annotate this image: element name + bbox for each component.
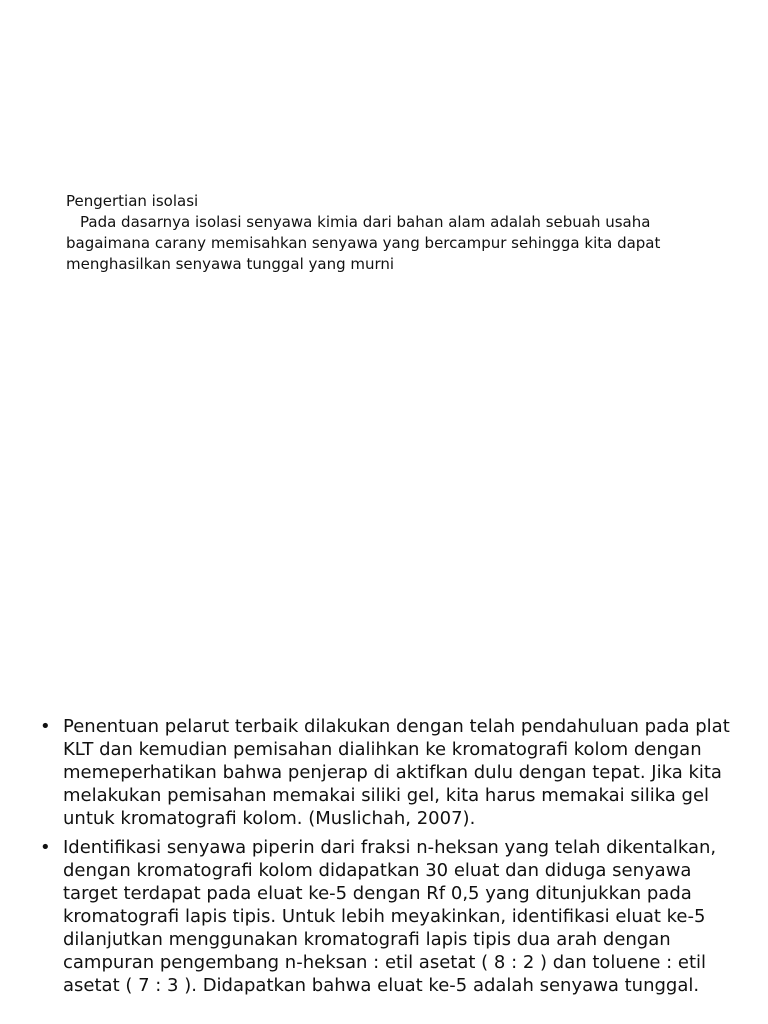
bullet-text: Identifikasi senyawa piperin dari fraksi n-heksan yang telah dikentalkan, dengan kromatografi kolom didapatkan 30 eluat dan diduga senyawa target terdapat pada eluat ke-5 dengan Rf 0,5 yang ditunjukkan pada kromatografi lapis tipis. Untuk lebih meyakinkan, identifikasi eluat ke-5 dilanjutkan menggunakan kromatografi lapis tipis dua arah dengan campuran pengembang n-heksan : etil asetat ( 8 : 2 ) dan toluene : etil asetat ( 7 : 3 ). Didapatkan bahwa eluat ke-5 adalah senyawa tunggal. (63, 837, 717, 996)
list-item (40, 836, 730, 997)
intro-block (66, 191, 716, 275)
bullet-list (40, 715, 730, 1003)
intro-heading: Pengertian isolasi (66, 192, 199, 210)
intro-text: Pada dasarnya isolasi senyawa kimia dari bahan alam adalah sebuah usaha bagaimana carany memisahkan senyawa yang bercampur sehingga kita dapat menghasilkan senyawa tunggal yang murni (66, 213, 661, 273)
bullet-text: Penentuan pelarut terbaik dilakukan dengan telah pendahuluan pada plat KLT dan kemudian pemisahan dialihkan ke kromatografi kolom dengan memeperhatikan bahwa penjerap di aktifkan dulu dengan tepat. Jika kita melakukan pemisahan memakai siliki gel, kita harus memakai silika gel untuk kromatografi kolom. (Muslichah, 2007). (63, 716, 730, 829)
list-item (40, 715, 730, 830)
bullet-marker: • (40, 716, 51, 737)
bullet-marker: • (40, 837, 51, 858)
